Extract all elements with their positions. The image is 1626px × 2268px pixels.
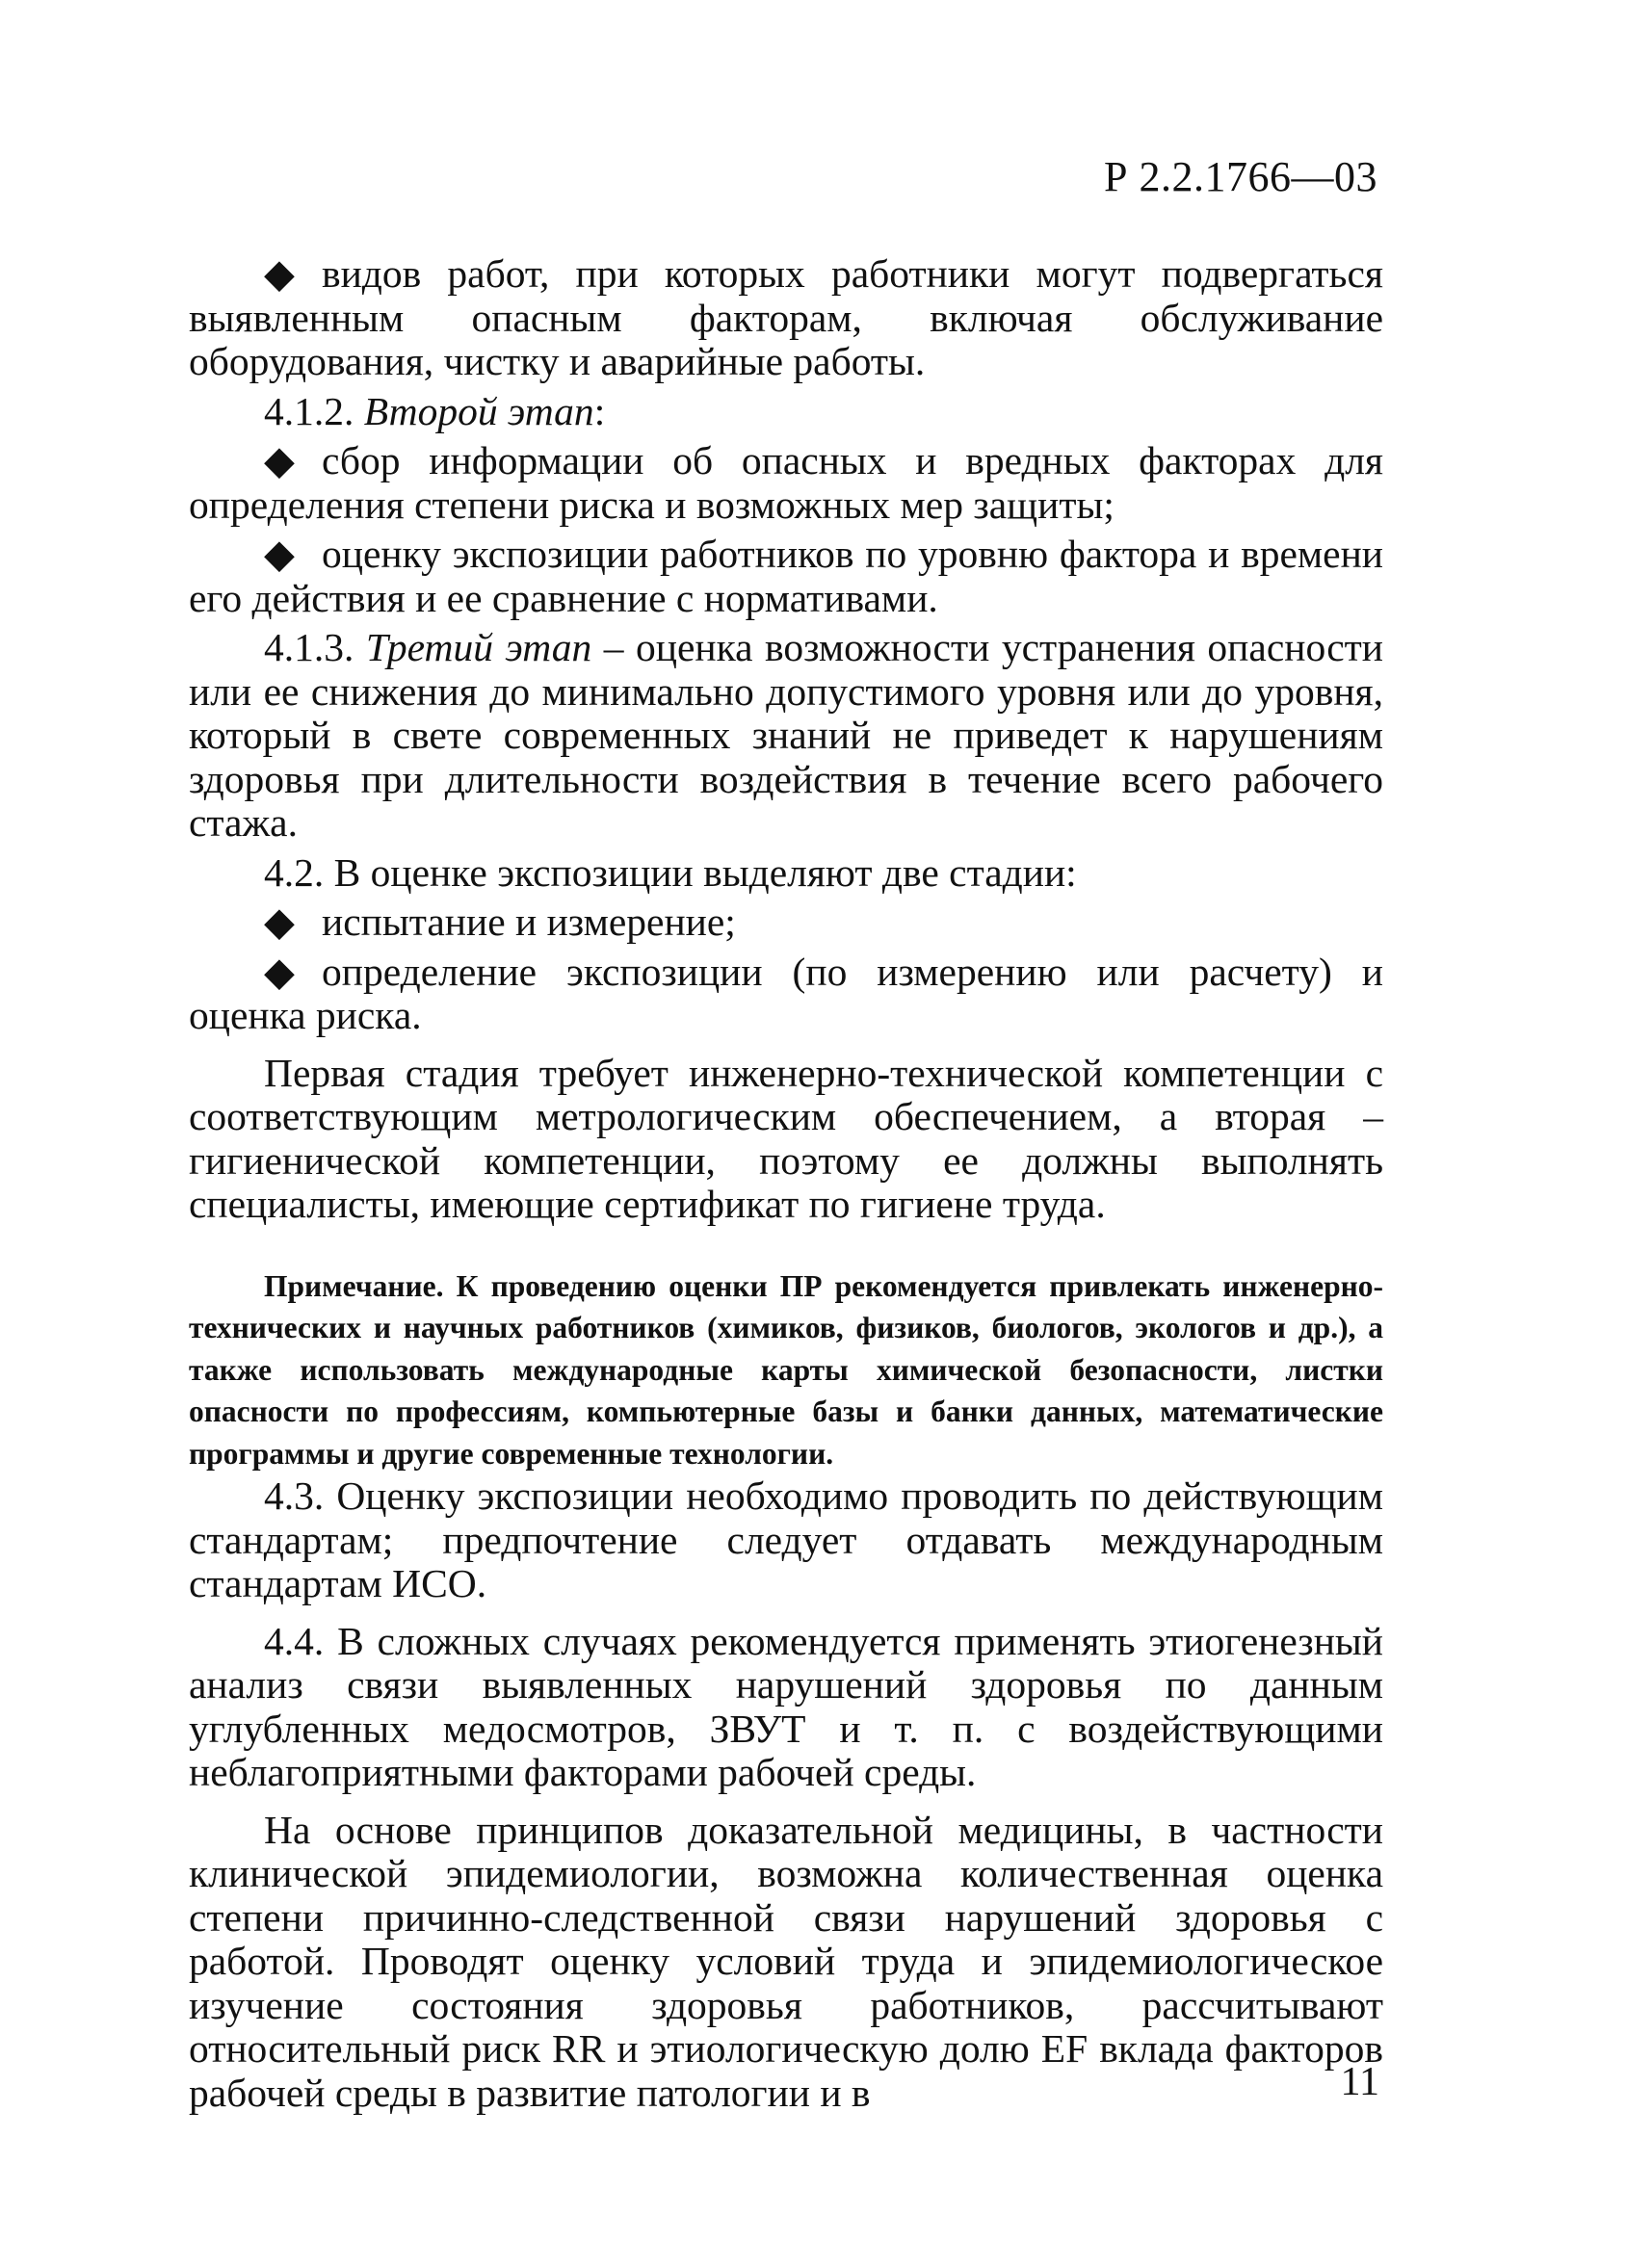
bullet-item — [189, 252, 1383, 384]
diamond-bullet-icon: ◆ — [264, 532, 295, 576]
bullet-item — [189, 533, 1383, 620]
bullet-text: испытание и измерение; — [322, 899, 736, 944]
bullet-text: видов работ, при которых работники могут подвергаться выявленным опасным факторам, включая обслуживание оборудования, чистку и аварийные работы. — [189, 251, 1383, 383]
diamond-bullet-icon: ◆ — [264, 438, 295, 482]
paragraph-text: – оценка возможности устранения опасности или ее снижения до минимально допустимого уровня или до уровня, который в свете современных знаний не приведет к нарушениям здоровья при длительности воздействия в течение всего рабочего стажа. — [189, 625, 1383, 845]
note-text: К проведению оценки ПР рекомендуется привлекать инженерно-технических и научных работников (химиков, физиков, биологов, экологов и др.), а также использовать международные карты химической безопасности, листки опасности по профессиям, компьютерные базы и банки данных, математические программы и другие современные технологии. — [189, 1268, 1383, 1471]
diamond-bullet-icon: ◆ — [264, 949, 295, 994]
diamond-bullet-icon: ◆ — [264, 899, 295, 944]
bullet-item — [189, 951, 1383, 1038]
section-number: 4.1.2. — [264, 388, 354, 433]
bullet-text: определение экспозиции (по измерению или расчету) и оценка риска. — [189, 949, 1383, 1037]
bullet-item — [189, 439, 1383, 527]
section-title: Второй этап — [363, 388, 594, 433]
note-label: Примечание. — [264, 1268, 444, 1303]
bullet-text: сбор информации об опасных и вредных факторах для определения степени риска и возможных мер защиты; — [189, 438, 1383, 527]
document-code: Р 2.2.1766—03 — [1104, 153, 1377, 200]
page-body — [189, 252, 1383, 2115]
section-number: 4.1.3. — [264, 625, 354, 669]
paragraph: 4.2. В оценке экспозиции выделяют две стадии: — [264, 849, 1077, 895]
section-heading — [189, 390, 1383, 434]
diamond-bullet-icon: ◆ — [264, 251, 295, 296]
paragraph: 4.4. В сложных случаях рекомендуется применять этиогенезный анализ связи выявленных нарушений здоровья по данным углубленных медосмотров, ЗВУТ и т. п. с воздействующими неблагоприятными факторами рабочей среды. — [189, 1618, 1383, 1794]
bullet-text: оценку экспозиции работников по уровню фактора и времени его действия и ее сравнение с нормативами. — [189, 532, 1383, 620]
paragraph — [189, 626, 1383, 846]
paragraph: На основе принципов доказательной медицины, в частности клинической эпидемиологии, возможна количественная оценка степени причинно-следственной связи нарушений здоровья с работой. Проводят оценку условий труда и эпидемиологическое изучение состояния здоровья работников, рассчитывают относительный риск RR и этиологическую долю EF вклада факторов рабочей среды в развитие патологии и в — [189, 1807, 1383, 2115]
page-number: 11 — [1340, 2060, 1379, 2104]
bullet-item — [189, 900, 1383, 945]
paragraph: Первая стадия требует инженерно-технической компетенции с соответствующим метрологическим обеспечением, а вторая – гигиенической компетенции, поэтому ее должны выполнять специалисты, имеющие сертификат по гигиене труда. — [189, 1050, 1383, 1226]
paragraph: 4.3. Оценку экспозиции необходимо проводить по действующим стандартам; предпочтение следует отдавать международным стандартам ИСО. — [189, 1473, 1383, 1605]
note — [189, 1265, 1383, 1475]
colon: : — [593, 388, 606, 433]
section-title: Третий этап — [365, 625, 592, 669]
